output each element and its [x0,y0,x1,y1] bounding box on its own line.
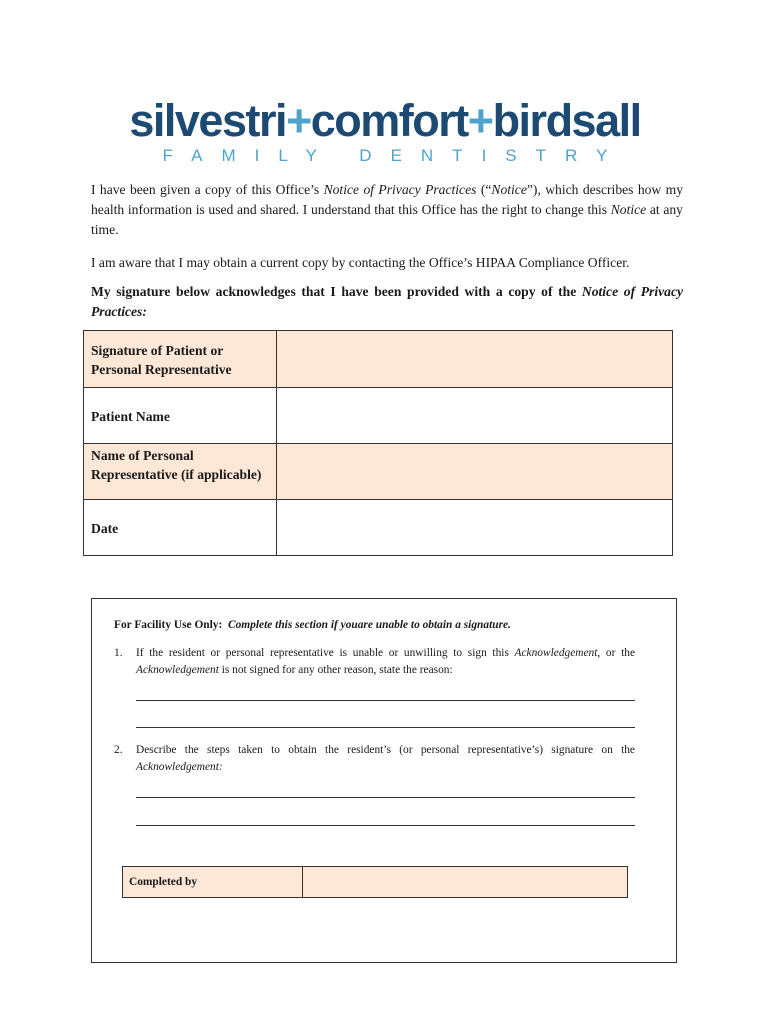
intro-paragraph-hipaa: I am aware that I may obtain a current copy by contacting the Office’s HIPAA Compliance Officer. [91,255,630,270]
intro-paragraph-notice [91,180,683,240]
date-row [84,500,673,556]
intro-emphasis: Notice [610,202,647,217]
facility-heading-instruction: Complete this section if youare unable to obtain a signature. [228,619,511,631]
reason-line-1[interactable] [136,700,635,701]
completed-by-field[interactable] [303,867,628,898]
signature-row [84,331,673,388]
signature-label: Signature of Patient or Personal Representative [84,331,277,388]
signature-field[interactable] [277,331,673,388]
item-text [136,742,635,776]
item-number: 2. [114,744,123,756]
item-emphasis: Acknowledgement [514,647,598,659]
logo-plus-1: + [286,95,311,146]
ack-emphasis: Notice of Privacy Practices: [91,284,684,319]
reason-line-2[interactable] [136,727,635,728]
logo-part-comfort: comfort [310,95,468,146]
completed-by-row [123,867,628,898]
item-text-part: , or the [597,647,635,659]
intro-emphasis: Notice of Privacy Practices [323,182,477,197]
steps-line-2[interactable] [136,825,635,826]
completed-by-table [122,866,628,898]
item-text-part: If the resident or personal representative is unable or unwilling to sign this [136,647,515,659]
item-text [136,645,635,679]
item-emphasis: Acknowledgement [136,664,219,676]
logo-part-birdsall: birdsall [492,95,641,146]
completed-by-label: Completed by [123,867,303,898]
date-field[interactable] [277,500,673,556]
intro-text: I have been given a copy of this Office’s [91,182,324,197]
logo-plus-2: + [467,95,493,146]
patient-name-row [84,388,673,444]
logo-subtitle: FAMILY DENTISTRY [162,146,627,165]
item-number: 1. [114,647,123,659]
facility-heading [114,619,511,631]
item-text-part: is not signed for any other reason, state the reason: [218,664,453,676]
logo-part-silvestri: silvestri [129,95,286,146]
date-label: Date [84,500,277,556]
practice-logo [0,96,770,166]
facility-use-section [91,598,677,963]
patient-name-label: Patient Name [84,388,277,444]
signature-table [83,330,673,556]
item-emphasis: Acknowledgement: [136,761,223,773]
facility-item-2 [114,742,635,776]
intro-text: ”), which describes how my health information is used and shared. I understand that this Office has the right to change this [91,182,684,217]
ack-text: My signature below acknowledges that I have been provided with a copy of the [91,284,582,299]
intro-text: (“ [476,182,492,197]
steps-line-1[interactable] [136,797,635,798]
patient-name-field[interactable] [277,388,673,444]
representative-name-field[interactable] [277,444,673,500]
intro-text: at any time. [91,202,683,237]
representative-row [84,444,673,500]
item-text-part: Describe the steps taken to obtain the resident’s (or personal representative’s) signature on the [136,744,635,756]
representative-name-label: Name of Personal Representative (if applicable) [84,444,277,500]
facility-heading-label: For Facility Use Only: [114,619,223,631]
logo-wordmark [0,96,770,146]
facility-item-1 [114,645,635,679]
intro-emphasis: Notice [491,182,527,197]
acknowledgement-statement [91,282,683,322]
